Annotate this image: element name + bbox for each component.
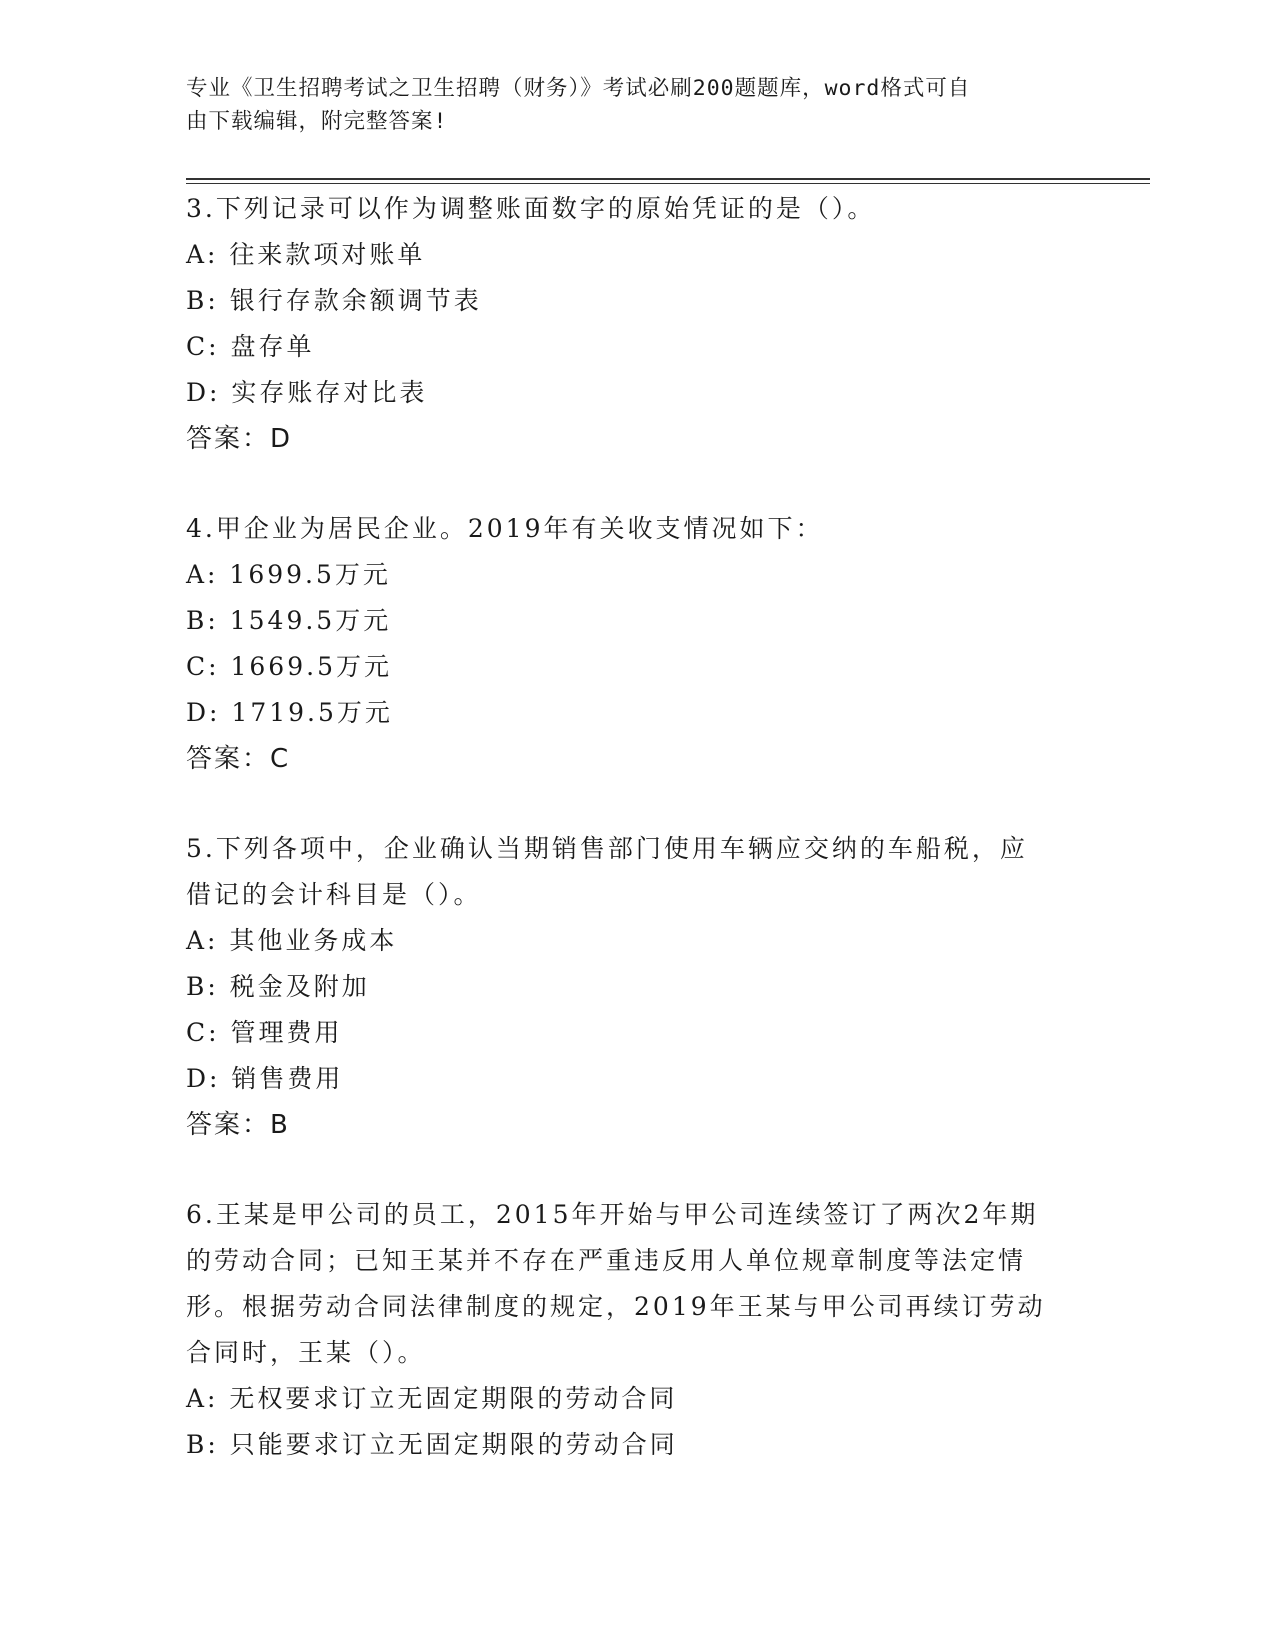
answer-label: 答案：D <box>186 424 293 454</box>
question-stem-line-2: 的劳动合同；已知王某并不存在严重违反用人单位规章制度等法定情 <box>186 1246 1027 1275</box>
question-stem: 3.下列记录可以作为调整账面数字的原始凭证的是（）。 <box>186 194 876 223</box>
question-6 <box>186 1192 1066 1468</box>
option-b: B: 税金及附加 <box>186 972 370 1001</box>
option-d: D: 1719.5万元 <box>186 698 393 727</box>
question-stem-line-2: 借记的会计科目是（）。 <box>186 880 482 909</box>
answer-label: 答案：B <box>186 1110 290 1140</box>
option-c: C: 盘存单 <box>186 332 315 361</box>
question-5 <box>186 826 1066 1148</box>
option-c: C: 管理费用 <box>186 1018 343 1047</box>
header-divider <box>186 178 1150 180</box>
header-line-2: 由下载编辑，附完整答案! <box>186 109 448 134</box>
option-b: B: 1549.5万元 <box>186 606 392 635</box>
document-header <box>186 72 1066 138</box>
option-b: B: 只能要求订立无固定期限的劳动合同 <box>186 1430 678 1459</box>
option-d: D: 实存账存对比表 <box>186 378 428 407</box>
question-stem-line-4: 合同时，王某（）。 <box>186 1338 426 1367</box>
header-divider-thin <box>186 183 1150 184</box>
option-a: A: 无权要求订立无固定期限的劳动合同 <box>186 1384 678 1413</box>
question-list <box>186 186 1066 1468</box>
option-b: B: 银行存款余额调节表 <box>186 286 482 315</box>
option-a: A: 其他业务成本 <box>186 926 398 955</box>
option-d: D: 销售费用 <box>186 1064 344 1093</box>
option-c: C: 1669.5万元 <box>186 652 392 681</box>
question-stem-line-1: 6.王某是甲公司的员工，2015年开始与甲公司连续签订了两次2年期 <box>186 1200 1039 1229</box>
question-stem-line-1: 5.下列各项中，企业确认当期销售部门使用车辆应交纳的车船税，应 <box>186 834 1028 863</box>
question-3 <box>186 186 1066 462</box>
question-4 <box>186 506 1066 782</box>
header-line-1: 专业《卫生招聘考试之卫生招聘（财务）》考试必刷200题题库，word格式可自 <box>186 76 971 101</box>
option-a: A: 1699.5万元 <box>186 560 391 589</box>
option-a: A: 往来款项对账单 <box>186 240 426 269</box>
answer-label: 答案：C <box>186 744 291 774</box>
question-stem-line-3: 形。根据劳动合同法律制度的规定，2019年王某与甲公司再续订劳动 <box>186 1292 1046 1321</box>
question-stem: 4.甲企业为居民企业。2019年有关收支情况如下： <box>186 514 824 543</box>
